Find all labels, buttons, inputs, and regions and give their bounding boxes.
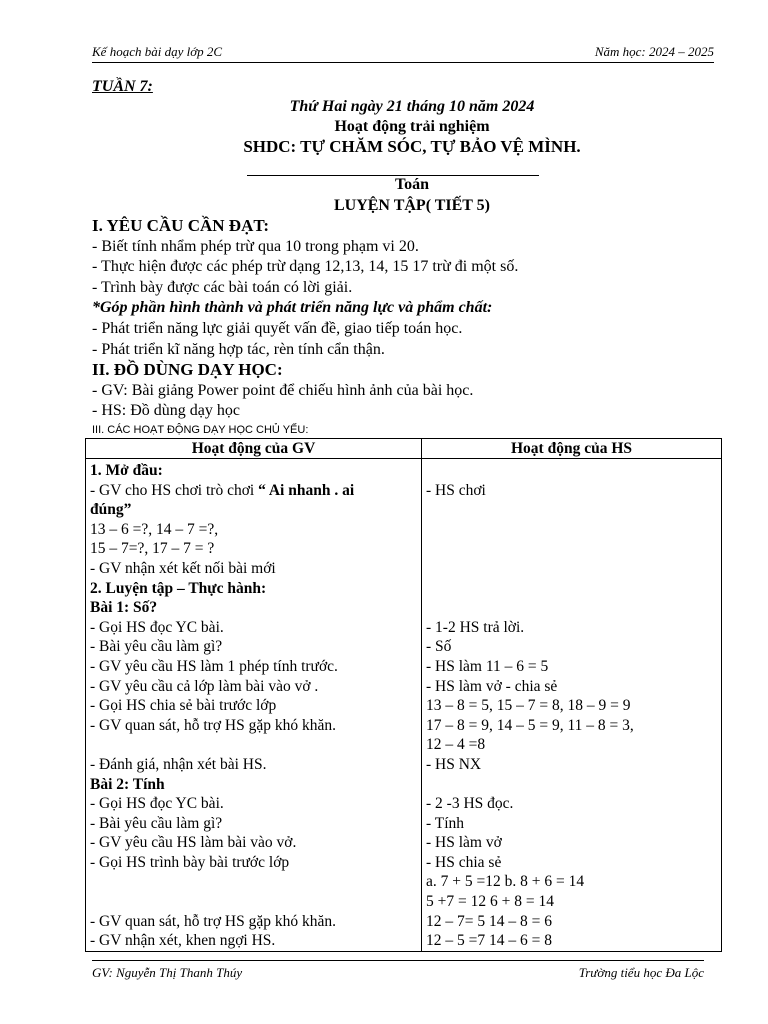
gv-line: 2. Luyện tập – Thực hành: xyxy=(90,579,267,597)
page-footer xyxy=(92,960,704,980)
competency-item: - Phát triển năng lực giải quyết vấn đề, giao tiếp toán học. xyxy=(92,319,463,337)
gv-line: - GV yêu cầu cả lớp làm bài vào vở . xyxy=(90,677,319,695)
gv-line: - GV quan sát, hỗ trợ HS gặp khó khăn. xyxy=(90,912,336,930)
gv-line: - Bài yêu cầu làm gì? xyxy=(90,638,223,656)
hs-line: - HS NX xyxy=(426,755,482,773)
activities-table xyxy=(85,438,722,952)
gv-line: - Đánh giá, nhận xét bài HS. xyxy=(90,755,267,773)
objective-item: - Thực hiện được các phép trừ dạng 12,13, 14, 15 17 trừ đi một số. xyxy=(92,258,519,276)
gv-line: - GV quan sát, hỗ trợ HS gặp khó khăn. xyxy=(90,716,336,734)
lesson-title: LUYỆN TẬP( TIẾT 5) xyxy=(333,197,491,214)
hs-line xyxy=(426,775,717,795)
hs-line xyxy=(426,500,717,520)
hs-line xyxy=(426,520,717,540)
competency-title: *Góp phần hình thành và phát triển năng lực và phẩm chất: xyxy=(92,299,493,317)
gv-line: - Gọi HS trình bày bài trước lớp xyxy=(90,853,290,871)
footer-right: Trường tiểu học Đa Lộc xyxy=(578,965,704,980)
hs-line: a. 7 + 5 =12 b. 8 + 6 = 14 xyxy=(426,873,585,891)
lesson-objectives xyxy=(92,216,732,437)
section3-title: III. CÁC HOẠT ĐỘNG DẠY HỌC CHỦ YẾU: xyxy=(92,423,309,436)
hs-line: 12 – 4 =8 xyxy=(426,736,486,754)
objective-item: - Trình bày được các bài toán có lời giải. xyxy=(92,278,353,296)
gv-line: - GV yêu cầu HS làm bài vào vở. xyxy=(90,834,297,852)
gv-line: - Gọi HS đọc YC bài. xyxy=(90,618,224,636)
section2-title: II. ĐỒ DÙNG DẠY HỌC: xyxy=(92,360,283,380)
hs-line: 12 – 5 =7 14 – 6 = 8 xyxy=(426,932,552,950)
gv-line: Bài 2: Tính xyxy=(90,775,165,793)
footer-left: GV: Nguyễn Thị Thanh Thúy xyxy=(92,965,243,980)
gv-line xyxy=(90,735,417,755)
week-title: TUẦN 7: xyxy=(92,78,153,95)
objective-item: - Biết tính nhẩm phép trừ qua 10 trong phạm vi 20. xyxy=(92,237,419,255)
gv-line: 15 – 7=?, 17 – 7 = ? xyxy=(90,540,215,558)
gv-column xyxy=(86,459,422,952)
gv-line: - Gọi HS đọc YC bài. xyxy=(90,795,224,813)
hs-line: - Tính xyxy=(426,814,465,832)
shdc-title: SHDC: TỰ CHĂM SÓC, TỰ BẢO VỆ MÌNH. xyxy=(243,137,581,156)
gv-line: 13 – 6 =?, 14 – 7 =?, xyxy=(90,520,219,538)
hs-line: - HS chơi xyxy=(426,481,486,499)
gv-line: - GV cho HS chơi trò chơi “ Ai nhanh . ai xyxy=(90,481,355,499)
hs-line: - HS làm 11 – 6 = 5 xyxy=(426,657,549,675)
header-hs: Hoạt động của HS xyxy=(422,439,722,459)
hs-column xyxy=(422,459,722,952)
gv-line xyxy=(90,892,417,912)
gv-line: - GV yêu cầu HS làm 1 phép tính trước. xyxy=(90,657,338,675)
hs-line: - 2 -3 HS đọc. xyxy=(426,795,514,813)
hs-line xyxy=(426,461,717,481)
hs-line: - Số xyxy=(426,638,452,656)
section1-title: I. YÊU CẦU CẦN ĐẠT: xyxy=(92,216,270,235)
hs-line: 5 +7 = 12 6 + 8 = 14 xyxy=(426,893,554,911)
gv-line: đúng” xyxy=(90,501,132,519)
hs-line: 12 – 7= 5 14 – 8 = 6 xyxy=(426,912,552,930)
competency-item: - Phát triển kĩ năng hợp tác, rèn tính cẩn thận. xyxy=(92,340,385,358)
gv-line: - Gọi HS chia sẻ bài trước lớp xyxy=(90,697,277,715)
hs-line xyxy=(426,559,717,579)
table-row xyxy=(86,459,722,952)
gv-line: - Bài yêu cầu làm gì? xyxy=(90,814,223,832)
date-line: Thứ Hai ngày 21 tháng 10 năm 2024 xyxy=(289,98,535,115)
hs-line: - HS làm vở xyxy=(426,834,502,852)
activity-title: Hoạt động trải nghiệm xyxy=(334,118,490,135)
material-item: - HS: Đồ dùng dạy học xyxy=(92,402,240,420)
gv-line: - GV nhận xét kết nối bài mới xyxy=(90,559,276,577)
subject-title: Toán xyxy=(394,176,430,193)
gv-line: Bài 1: Số? xyxy=(90,599,158,617)
hs-line: - HS làm vở - chia sẻ xyxy=(426,677,558,695)
material-item: - GV: Bài giảng Power point để chiếu hình ảnh của bài học. xyxy=(92,381,474,399)
hs-line xyxy=(426,598,717,618)
header-gv: Hoạt động của GV xyxy=(86,439,422,459)
gv-line xyxy=(90,872,417,892)
page-header xyxy=(92,44,714,63)
header-right: Năm học: 2024 – 2025 xyxy=(594,44,714,59)
hs-line xyxy=(426,539,717,559)
hs-line xyxy=(426,579,717,599)
hs-line: 17 – 8 = 9, 14 – 5 = 9, 11 – 8 = 3, xyxy=(426,716,634,734)
hs-line: - HS chia sẻ xyxy=(426,853,502,871)
gv-line: - GV nhận xét, khen ngợi HS. xyxy=(90,932,276,950)
header-left: Kế hoạch bài dạy lớp 2C xyxy=(92,44,223,59)
gv-line: 1. Mở đầu: xyxy=(90,462,163,479)
hs-line: - 1-2 HS trả lời. xyxy=(426,618,525,636)
table-header-row xyxy=(86,439,722,459)
hs-line: 13 – 8 = 5, 15 – 7 = 8, 18 – 9 = 9 xyxy=(426,697,631,715)
